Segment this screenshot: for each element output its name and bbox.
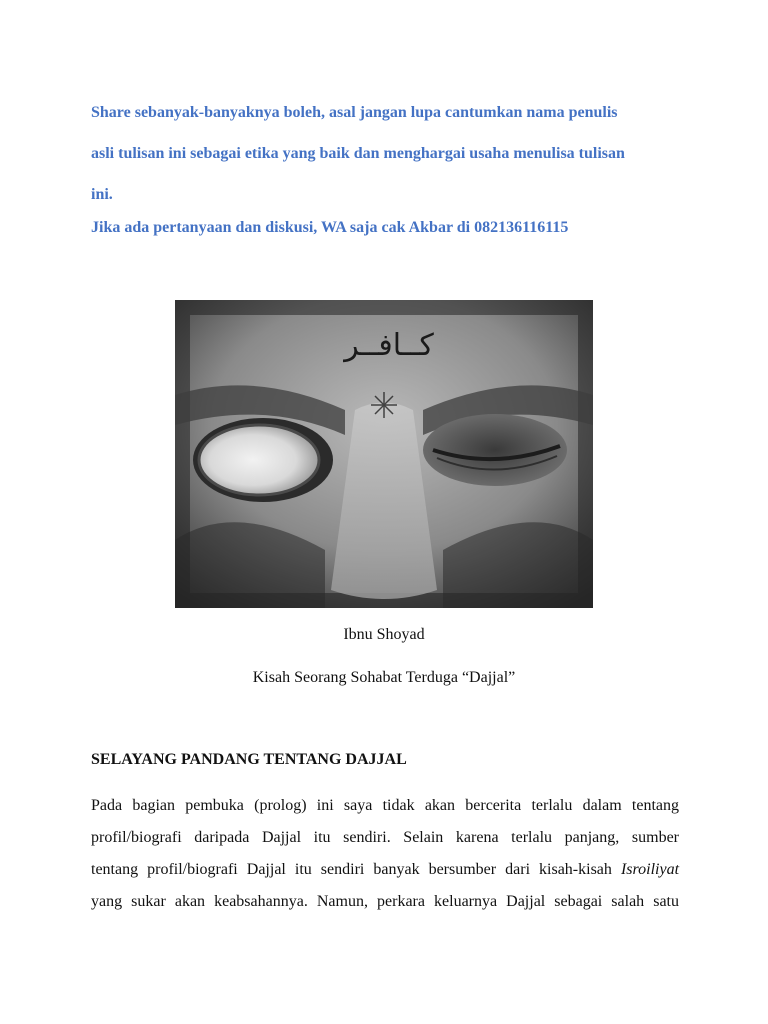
dajjal-face-image — [175, 300, 593, 608]
share-notice-line-1: Share sebanyak-banyaknya boleh, asal jangan lupa cantumkan nama penulis — [91, 104, 618, 121]
forehead-lettering: كــافــر — [344, 328, 434, 363]
face-illustration — [175, 300, 593, 608]
share-notice — [91, 92, 691, 215]
share-notice-line-3: ini. — [91, 186, 113, 203]
caption-title: Kisah Seorang Sohabat Terduga “Dajjal” — [252, 669, 516, 686]
contact-notice: Jika ada pertanyaan dan diskusi, WA saja cak Akbar di 082136116115 — [91, 219, 569, 236]
body-line-4: yang sukar akan keabsahannya. Namun, perkara keluarnya Dajjal sebagai salah satu — [91, 893, 679, 910]
caption-author: Ibnu Shoyad — [343, 626, 425, 643]
body-line-2: profil/biografi daripada Dajjal itu sendiri. Selain karena terlalu panjang, sumber — [91, 829, 679, 846]
section-heading: SELAYANG PANDANG TENTANG DAJJAL — [91, 751, 407, 768]
body-line-3-text: tentang profil/biografi Dajjal itu sendiri banyak bersumber dari kisah-kisah — [91, 861, 612, 878]
share-notice-line-2: asli tulisan ini sebagai etika yang baik dan menghargai usaha menulisa tulisan — [91, 145, 625, 162]
body-line-3 — [91, 854, 679, 886]
italic-term: Isroiliyat — [620, 861, 680, 878]
body-paragraph — [91, 790, 679, 918]
body-line-1: Pada bagian pembuka (prolog) ini saya tidak akan bercerita terlalu dalam tentang — [91, 797, 679, 814]
